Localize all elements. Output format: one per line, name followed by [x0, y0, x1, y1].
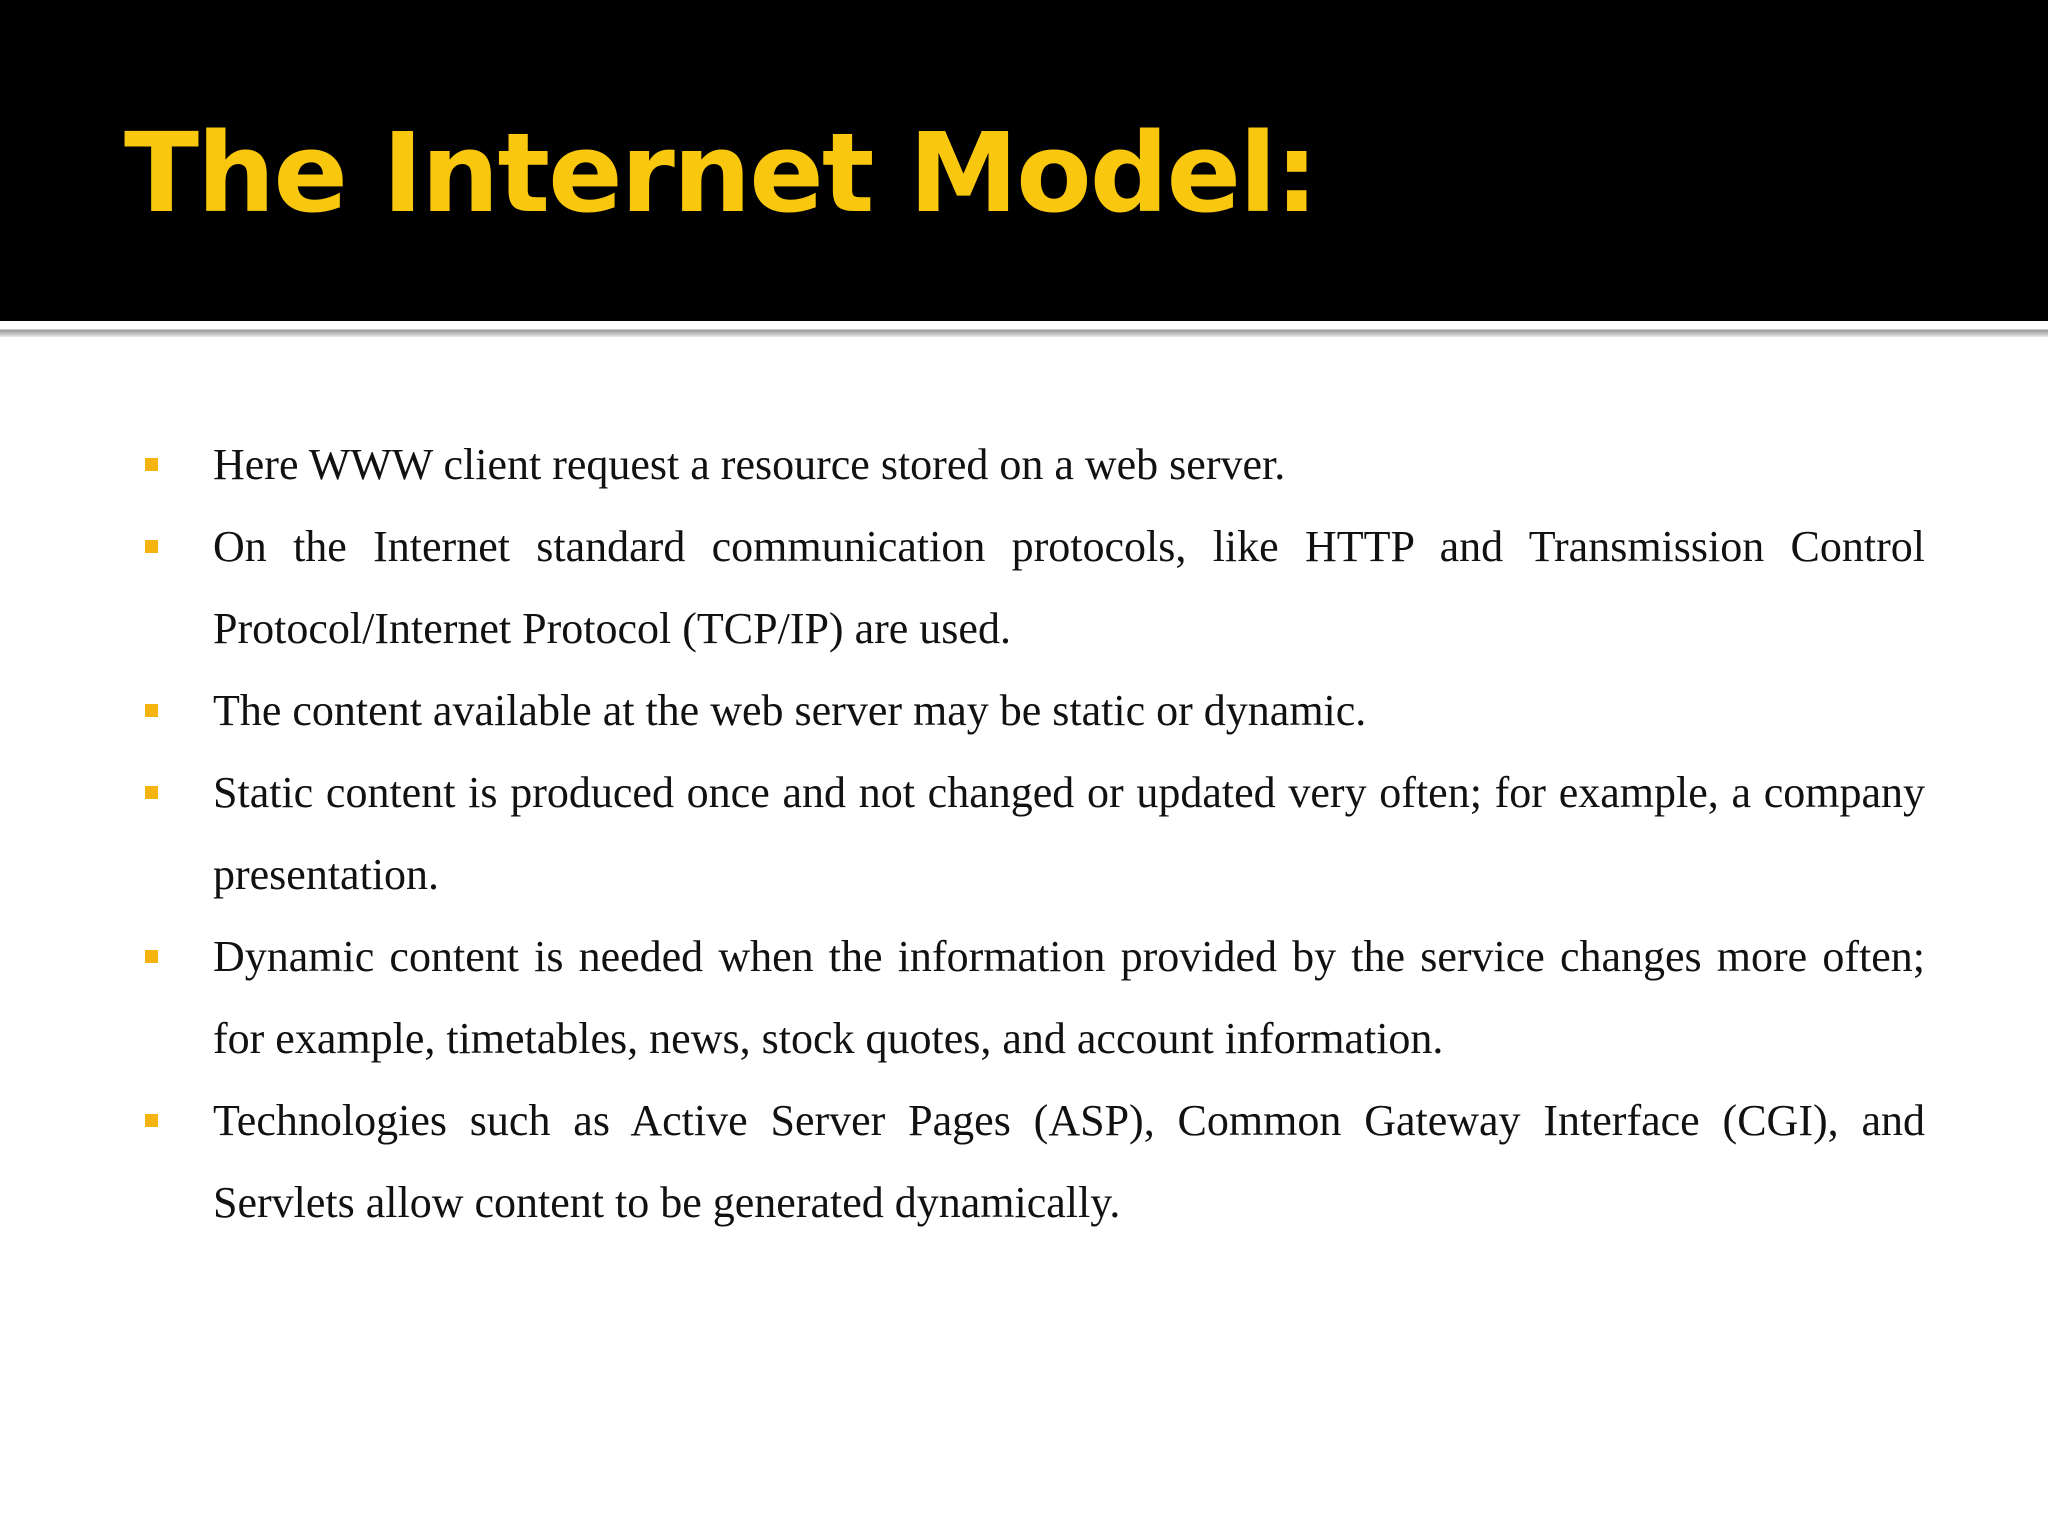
bullet-item	[145, 506, 1925, 670]
bullet-text: The content available at the web server may be static or dynamic.	[213, 686, 1367, 735]
bullet-list	[145, 424, 1925, 1244]
bullet-text: On the Internet standard communication protocols, like HTTP and Transmission Control Protocol/Internet Protocol (TCP/IP) are used.	[213, 522, 1925, 653]
bullet-text: Dynamic content is needed when the information provided by the service changes more often; for example, timetables, news, stock quotes, and account information.	[213, 932, 1925, 1063]
slide-title: The Internet Model:	[124, 109, 1317, 237]
bullet-item	[145, 1080, 1925, 1244]
square-bullet-icon	[145, 1114, 158, 1127]
square-bullet-icon	[145, 540, 158, 553]
bullet-text: Here WWW client request a resource stored on a web server.	[213, 440, 1286, 489]
bullet-text: Static content is produced once and not changed or updated very often; for example, a company presentation.	[213, 768, 1925, 899]
square-bullet-icon	[145, 786, 158, 799]
bullet-item	[145, 424, 1925, 506]
bullet-item	[145, 916, 1925, 1080]
square-bullet-icon	[145, 950, 158, 963]
square-bullet-icon	[145, 704, 158, 717]
bullet-text: Technologies such as Active Server Pages (ASP), Common Gateway Interface (CGI), and Servlets allow content to be generated dynamically.	[213, 1096, 1925, 1227]
bullet-item	[145, 670, 1925, 752]
bullet-item	[145, 752, 1925, 916]
square-bullet-icon	[145, 458, 158, 471]
